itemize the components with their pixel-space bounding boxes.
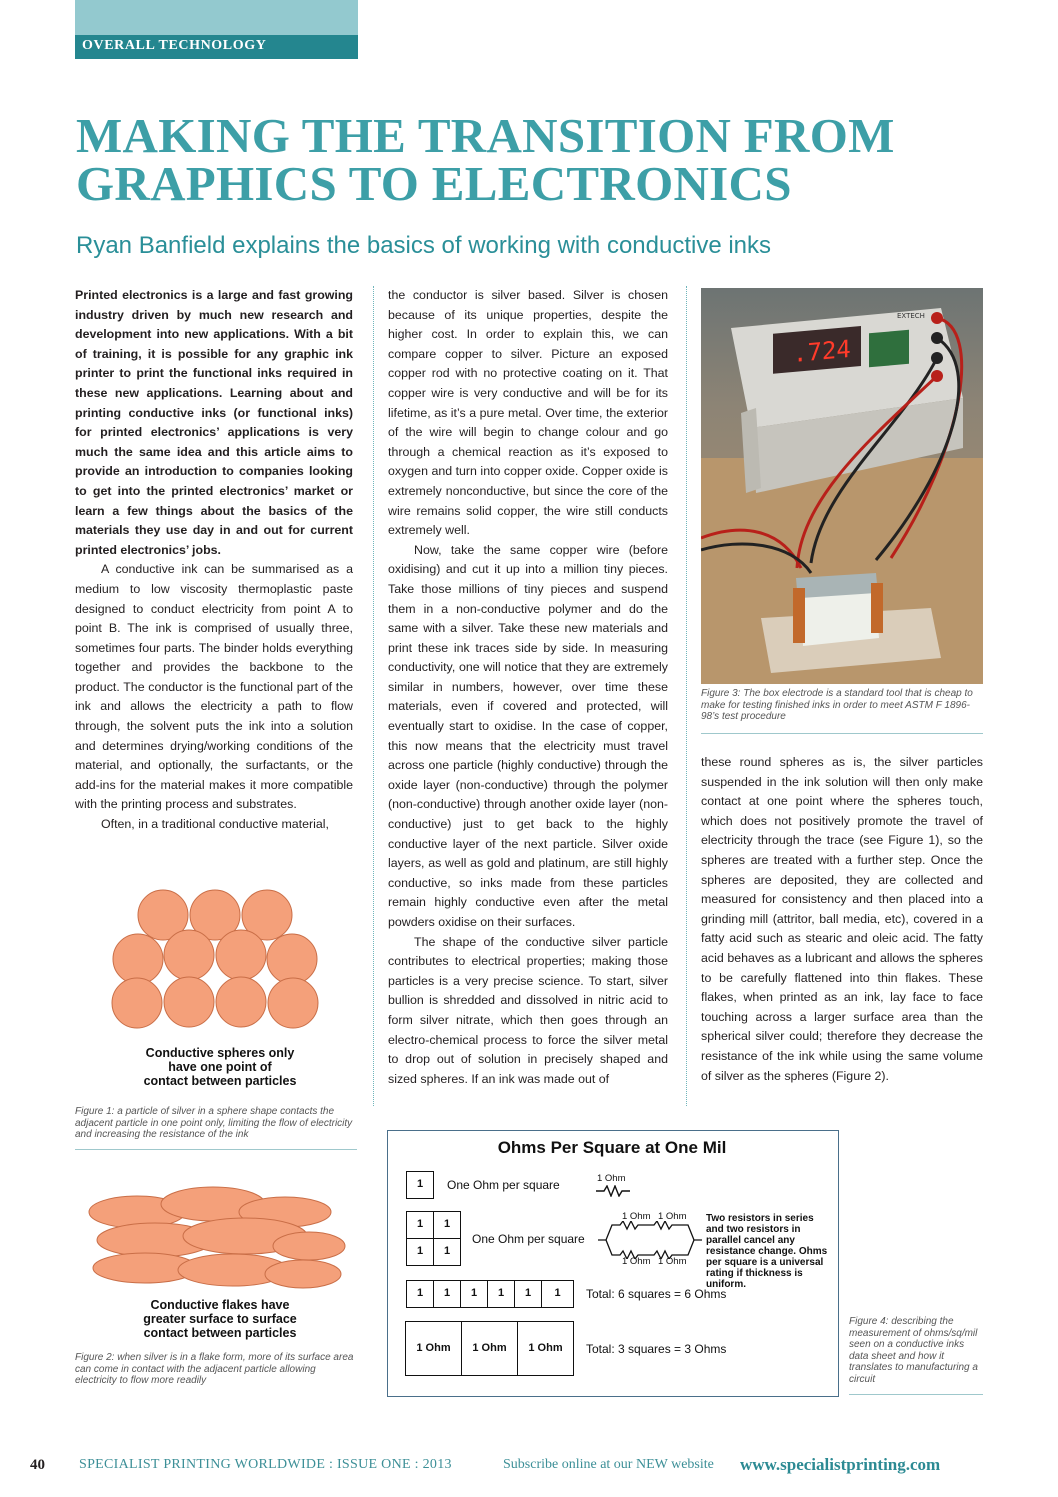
figure-1-caption: Figure 1: a particle of silver in a sphere shape contacts the adjacent particle in one point only, limiting the flow of electricity and increasing the resistance of the ink (75, 1106, 353, 1140)
ohm-square: 1 (406, 1211, 434, 1239)
resistor-label: 1 Ohm (597, 1173, 626, 1184)
sphere-particle (216, 977, 266, 1027)
column-1 (75, 286, 353, 835)
box-electrode-illustration (701, 288, 983, 684)
figure-2-flakes (85, 1180, 355, 1295)
figure-2-label-line: Conductive flakes have (150, 1298, 290, 1312)
sphere-particle (164, 977, 214, 1027)
ohm-square: 1 (433, 1211, 461, 1239)
row-1-label: One Ohm per square (447, 1178, 560, 1192)
paragraph: The shape of the conductive silver particle contributes to electrical properties; making those particles is a very precise science. To start, silver bullion is shredded and dissolved in nitric acid to form silver nitrate, which then goes through an electro-chemical process to force the silver metal to drop out of solution in precisely shaped and sized spheres. If an ink was made out of (388, 934, 668, 1086)
figure-4-caption: Figure 4: describing the measurement of ohms/sq/mil seen on a conductive inks data sheet and how it translates to manufacturing a circuit (849, 1316, 978, 1385)
resistor-icon (596, 1185, 630, 1197)
header-band-light (75, 0, 358, 35)
resistor-label: 1 Ohm (658, 1256, 687, 1267)
row-4-label: Total: 3 squares = 3 Ohms (586, 1342, 727, 1356)
column-divider (686, 286, 687, 1106)
ohm-square-large: 1 Ohm (461, 1321, 518, 1376)
row-2-label: One Ohm per square (472, 1232, 585, 1246)
figure-1-label-line: contact between particles (143, 1074, 297, 1088)
subscribe-text: Subscribe online at our NEW website (503, 1457, 714, 1472)
column-divider (373, 286, 374, 1106)
sphere-particle (267, 934, 317, 984)
ohm-square: 1 (406, 1280, 434, 1308)
sphere-particle (113, 934, 163, 984)
figure-2-label-line: greater surface to surface (143, 1312, 297, 1326)
resistor-label: 1 Ohm (622, 1256, 651, 1267)
ohm-square: 1 (541, 1280, 574, 1308)
row-3-label: Total: 6 squares = 6 Ohms (586, 1287, 727, 1301)
paragraph: A conductive ink can be summarised as a medium to low viscosity thermoplastic paste designed to conduct electricity from point A to point B. The ink is comprised of usually three, sometimes four parts. The binder holds everything together and provides the backbone to the product. The conductor is the functional part of the ink and allows the electricity a path to flow through, the solvent puts the ink into a solution and determines drying/working conditions of the material, and optionally, the surfactants, or the add-ins for the material makes it more compatible with the printing process and substrates. (75, 562, 353, 812)
sphere-particle (268, 978, 318, 1028)
figure-2-label-line: contact between particles (143, 1326, 297, 1340)
figure-1-rule (75, 1149, 357, 1150)
ohm-square: 1 (406, 1238, 434, 1266)
article-title (76, 108, 976, 211)
resistor-label: 1 Ohm (658, 1211, 687, 1222)
ohm-square: 1 (433, 1280, 461, 1308)
meter-reading: .724 (793, 334, 851, 368)
ohm-square: 1 (514, 1280, 542, 1308)
meter-brand: EXTECH (897, 312, 925, 320)
figure-3-caption: Figure 3: The box electrode is a standard tool that is cheap to make for testing finished inks in order to meet ASTM F 1896-98’s test procedure (701, 688, 973, 722)
ohm-square: 1 (487, 1280, 515, 1308)
article-subtitle: Ryan Banfield explains the basics of working with conductive inks (76, 232, 772, 259)
figure-3-photo (701, 288, 983, 684)
title-line-2: GRAPHICS TO ELECTRONICS (76, 156, 792, 211)
title-line-1: MAKING THE TRANSITION FROM (76, 108, 895, 163)
sphere-particle (164, 930, 214, 980)
ohm-square: 1 (433, 1238, 461, 1266)
ohm-square-large: 1 Ohm (517, 1321, 574, 1376)
resistor-note: Two resistors in series and two resistors in parallel cancel any resistance change. Ohms per square is a universal rating if thickness is uniform. (706, 1213, 828, 1290)
section-label: OVERALL TECHNOLOGY (82, 38, 267, 53)
figure-1-label-line: have one point of (168, 1060, 272, 1074)
page-number: 40 (30, 1457, 45, 1473)
sphere-particle (216, 930, 266, 980)
figure-1-spheres (100, 878, 340, 1038)
paragraph: these round spheres as is, the silver particles suspended in the ink solution will then only make contact at one point where the spheres touch, which does not positively promote the travel of electricity through the trace (see Figure 1), so the spheres are treated with a further step. Once the spheres are deposited, they are collected and measured for consistency and then placed into a grinding mill (attritor, ball media, etc), covered in a fatty acid such as stearic and oleic acid. The fatty acid behaves as a lubricant and allows the spheres to be carefully flattened into thin flakes. These flakes, when printed as an ink, lay face to face touching across a larger surface area than the spherical silver could; therefore they decrease the resistance of the ink while using the same volume of silver as the spheres (Figure 2). (701, 755, 983, 1083)
lead-paragraph: Printed electronics is a large and fast growing industry driven by much new research and development into new applications. With a bit of training, it is possible for any graphic ink printer to print the functional inks required in these new applications. Learning about and printing conductive inks (or functional inks) for printed electronics’ applications is very much the same idea and this article aims to provide an introduction to companies looking to get into the printed electronics’ market or learn a few things about the basics of the materials they use day in and out for current printed electronics’ jobs. (75, 288, 353, 557)
figure-4-rule (849, 1394, 983, 1395)
figure-2-label (100, 1298, 340, 1340)
ohm-square-large: 1 Ohm (405, 1321, 462, 1376)
paragraph: Now, take the same copper wire (before oxidising) and cut it up into a million tiny pieces. Take those millions of tiny pieces and suspend them in a non-conductive polymer and do the same with a silver. Take these new materials and print these ink traces side by side. In measuring conductivity, one will notice that they are extremely similar in numbers, however, over time these materials, even if covered and protected, will eventually start to oxidise. In the case of copper, this now means that the electricity must travel across one particle (highly conductive) through the oxide layer (non-conductive) through the polymer (non-conductive) through another oxide layer (non-conductive) just to get back to the highly conductive layer of the next particle. Silver oxide layers, as well as gold and platinum, are still highly conductive, so inks made from these particles remain highly conductive even after the metal powders oxidise on their surfaces. (388, 542, 668, 929)
flake-particle (273, 1232, 345, 1260)
figure-1-label (100, 1046, 340, 1088)
figure-4-title: Ohms Per Square at One Mil (497, 1138, 727, 1157)
flake-particle (265, 1260, 341, 1288)
parallel-resistors-icon (598, 1221, 702, 1259)
figure-2-caption: Figure 2: when silver is in a flake form, more of its surface area can come in contact with the adjacent particle allowing electricity to flow more readily (75, 1352, 354, 1386)
resistor-label: 1 Ohm (622, 1211, 651, 1222)
publication-line: SPECIALIST PRINTING WORLDWIDE : ISSUE ONE : 2013 (79, 1457, 452, 1472)
paragraph: the conductor is silver based. Silver is chosen because of its unique properties, despite the higher cost. In order to explain this, we can compare copper to silver. Picture an exposed copper rod with no protective coating on it. That copper wire is very conductive and will be for its lifetime, as it’s a pure metal. Over time, the exterior of the wire will begin to change colour and go through a chemical reaction as it’s exposed to oxygen and turn into copper oxide. Copper oxide is extremely nonconductive, but since the core of the wire remains solid copper, the wire still conducts extremely well. (388, 288, 668, 538)
column-2 (388, 286, 668, 1089)
ohm-square: 1 (460, 1280, 488, 1308)
figure-1-label-line: Conductive spheres only (145, 1046, 295, 1060)
figure-3-rule (701, 733, 983, 734)
ohm-square: 1 (406, 1171, 434, 1199)
column-3 (701, 753, 983, 1086)
paragraph: Often, in a traditional conductive material, (101, 817, 329, 832)
website-link[interactable]: www.specialistprinting.com (740, 1455, 941, 1474)
sphere-particle (112, 978, 162, 1028)
